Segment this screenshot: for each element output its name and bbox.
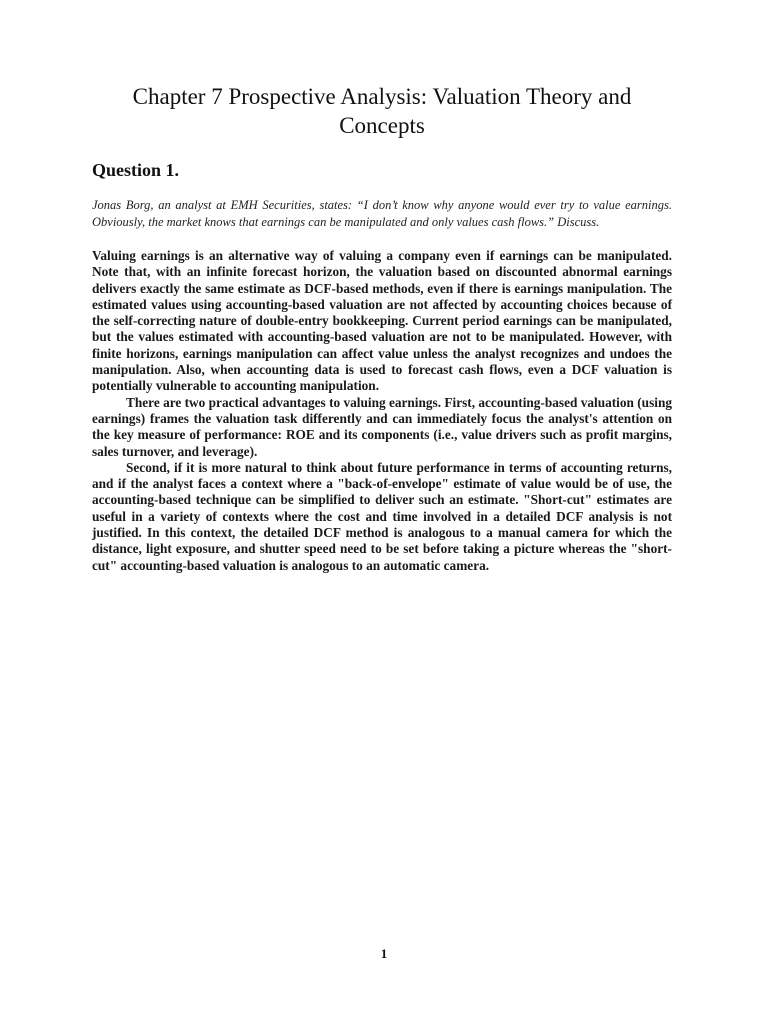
- answer-body: [92, 248, 672, 574]
- answer-paragraph-3: Second, if it is more natural to think about future performance in terms of accounting returns, and if the analyst faces a context where a "back-of-envelope" estimate of value would be of use, the accounting-based technique can be simplified to deliver such an estimate. "Short-cut" estimates are useful in a variety of contexts where the cost and time involved in a detailed DCF analysis is not justified. In this context, the detailed DCF method is analogous to a manual camera for which the distance, light exposure, and shutter speed need to be set before taking a picture whereas the "short-cut" accounting-based valuation is analogous to an automatic camera.: [92, 459, 672, 573]
- page-number: 1: [380, 946, 388, 961]
- answer-paragraph-2: There are two practical advantages to valuing earnings. First, accounting-based valuation (using earnings) frames the valuation task differently and can immediately focus the analyst's attention on the key measure of performance: ROE and its components (i.e., value drivers such as profit margins, sales turnover, and leverage).: [92, 394, 672, 459]
- chapter-title: Chapter 7 Prospective Analysis: Valuation Theory and Concepts: [132, 84, 632, 138]
- question-heading: Question 1.: [92, 160, 180, 180]
- answer-paragraph-1: Valuing earnings is an alternative way of valuing a company even if earnings can be manipulated. Note that, with an infinite forecast horizon, the valuation based on discounted abnormal earnings delivers exactly the same estimate as DCF-based methods, even if there is earnings manipulation. The estimated values using accounting-based valuation are not affected by accounting choices because of the self-correcting nature of double-entry bookkeeping. Current period earnings can be manipulated, but the values estimated with accounting-based valuation are not to be manipulated. However, with finite horizons, earnings manipulation can affect value unless the analyst recognizes and undoes the manipulation. Also, when accounting data is used to forecast cash flows, even a DCF valuation is potentially vulnerable to accounting manipulation.: [92, 248, 672, 394]
- document-page: [92, 82, 672, 574]
- question-prompt: Jonas Borg, an analyst at EMH Securities, states: “I don’t know why anyone would ever try to value earnings. Obviously, the market knows that earnings can be manipulated and only values cash flows.” Discuss.: [92, 198, 672, 229]
